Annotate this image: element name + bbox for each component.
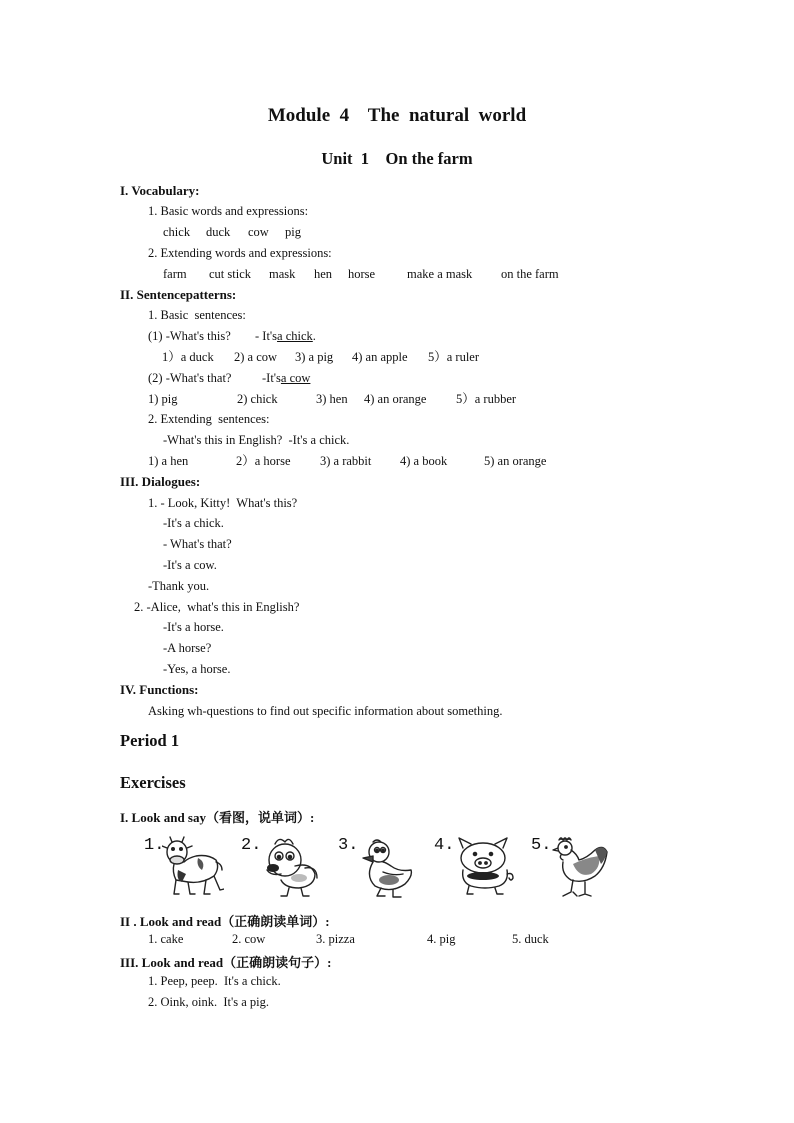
vocabulary-heading: I. Vocabulary:: [120, 183, 200, 198]
exercise-word: 3. pizza: [316, 932, 355, 946]
look-and-read-sentences-heading: III. Look and read（正确朗读句子）:: [120, 955, 332, 970]
unit-subtitle: Unit 1 On the farm: [321, 149, 473, 168]
period-heading: Period 1: [120, 731, 180, 750]
exercise-word: 5. duck: [512, 932, 549, 946]
pattern-question: (2) -What's that?: [148, 371, 232, 385]
extending-word: make a mask: [407, 267, 473, 281]
functions-text: Asking wh-questions to find out specific information about something.: [148, 704, 503, 718]
picture-number: 1.: [144, 836, 165, 855]
substitution-option: 4) an orange: [364, 392, 427, 406]
extending-word: on the farm: [501, 267, 559, 281]
substitution-option: 2）a horse: [236, 454, 291, 468]
exercises-heading: Exercises: [120, 773, 186, 792]
basic-word: cow: [248, 225, 269, 239]
exercise-word: 2. cow: [232, 932, 266, 946]
picture-number: 4.: [434, 836, 455, 855]
substitution-option: 3) a rabbit: [320, 454, 372, 468]
extending-word: horse: [348, 267, 376, 281]
extending-word: hen: [314, 267, 333, 281]
substitution-option: 3) hen: [316, 392, 348, 406]
picture-number: 2.: [241, 836, 262, 855]
dialogue-line: -It's a chick.: [163, 516, 224, 530]
basic-word: duck: [206, 225, 231, 239]
answer-blank: a chick: [277, 329, 313, 343]
extending-sentence: -What's this in English? -It's a chick.: [163, 433, 350, 447]
functions-heading: IV. Functions:: [120, 682, 199, 697]
hen-icon: [551, 836, 609, 900]
pattern-question: (1) -What's this?: [148, 329, 231, 343]
chick-icon: [259, 836, 321, 900]
cow-icon: [162, 836, 224, 900]
substitution-option: 4) an apple: [352, 350, 408, 364]
basic-words-label: 1. Basic words and expressions:: [148, 204, 309, 218]
basic-sentences-label: 1. Basic sentences:: [148, 308, 246, 322]
dialogue-line: -Yes, a horse.: [163, 662, 231, 676]
substitution-option: 5）a rubber: [456, 392, 517, 406]
substitution-option: 5）a ruler: [428, 350, 480, 364]
substitution-option: 1) a hen: [148, 454, 189, 468]
basic-word: pig: [285, 225, 301, 239]
exercise-sentence: 2. Oink, oink. It's a pig.: [148, 995, 269, 1009]
duck-icon: [357, 836, 415, 900]
dialogues-heading: III. Dialogues:: [120, 474, 201, 489]
exercise-word: 4. pig: [427, 932, 456, 946]
dialogue-line: 1. - Look, Kitty! What's this?: [148, 496, 298, 510]
dialogue-line: -Thank you.: [148, 579, 210, 593]
substitution-option: 1）a duck: [162, 350, 214, 364]
extending-sentences-label: 2. Extending sentences:: [148, 412, 270, 426]
substitution-option: 5) an orange: [484, 454, 547, 468]
answer-blank: a cow: [280, 371, 311, 385]
substitution-option: 4) a book: [400, 454, 448, 468]
extending-words-label: 2. Extending words and expressions:: [148, 246, 332, 260]
sentence-patterns-heading: II. Sentencepatterns:: [120, 287, 237, 302]
substitution-option: 2) a cow: [234, 350, 278, 364]
picture-number: 5.: [531, 836, 552, 855]
dialogue-line: -A horse?: [163, 641, 212, 655]
pig-icon: [453, 836, 515, 900]
exercise-word: 1. cake: [148, 932, 184, 946]
extending-word: farm: [163, 267, 187, 281]
pattern-answer: - It'sa chick.: [255, 329, 316, 343]
substitution-option: 2) chick: [237, 392, 278, 406]
look-and-read-words-heading: II . Look and read（正确朗读单词）:: [120, 914, 330, 929]
pattern-answer: -It'sa cow: [262, 371, 311, 385]
dialogue-line: - What's that?: [163, 537, 232, 551]
extending-word: mask: [269, 267, 296, 281]
dialogue-line: 2. -Alice, what's this in English?: [134, 600, 300, 614]
exercise-sentence: 1. Peep, peep. It's a chick.: [148, 974, 281, 988]
substitution-option: 1) pig: [148, 392, 178, 406]
page-title: Module 4 The natural world: [267, 105, 527, 126]
dialogue-line: -It's a cow.: [163, 558, 217, 572]
look-and-say-heading: I. Look and say（看图，说单词）:: [120, 810, 315, 825]
basic-word: chick: [163, 225, 191, 239]
picture-number: 3.: [338, 836, 359, 855]
extending-word: cut stick: [209, 267, 252, 281]
substitution-option: 3) a pig: [295, 350, 334, 364]
dialogue-line: -It's a horse.: [163, 620, 224, 634]
